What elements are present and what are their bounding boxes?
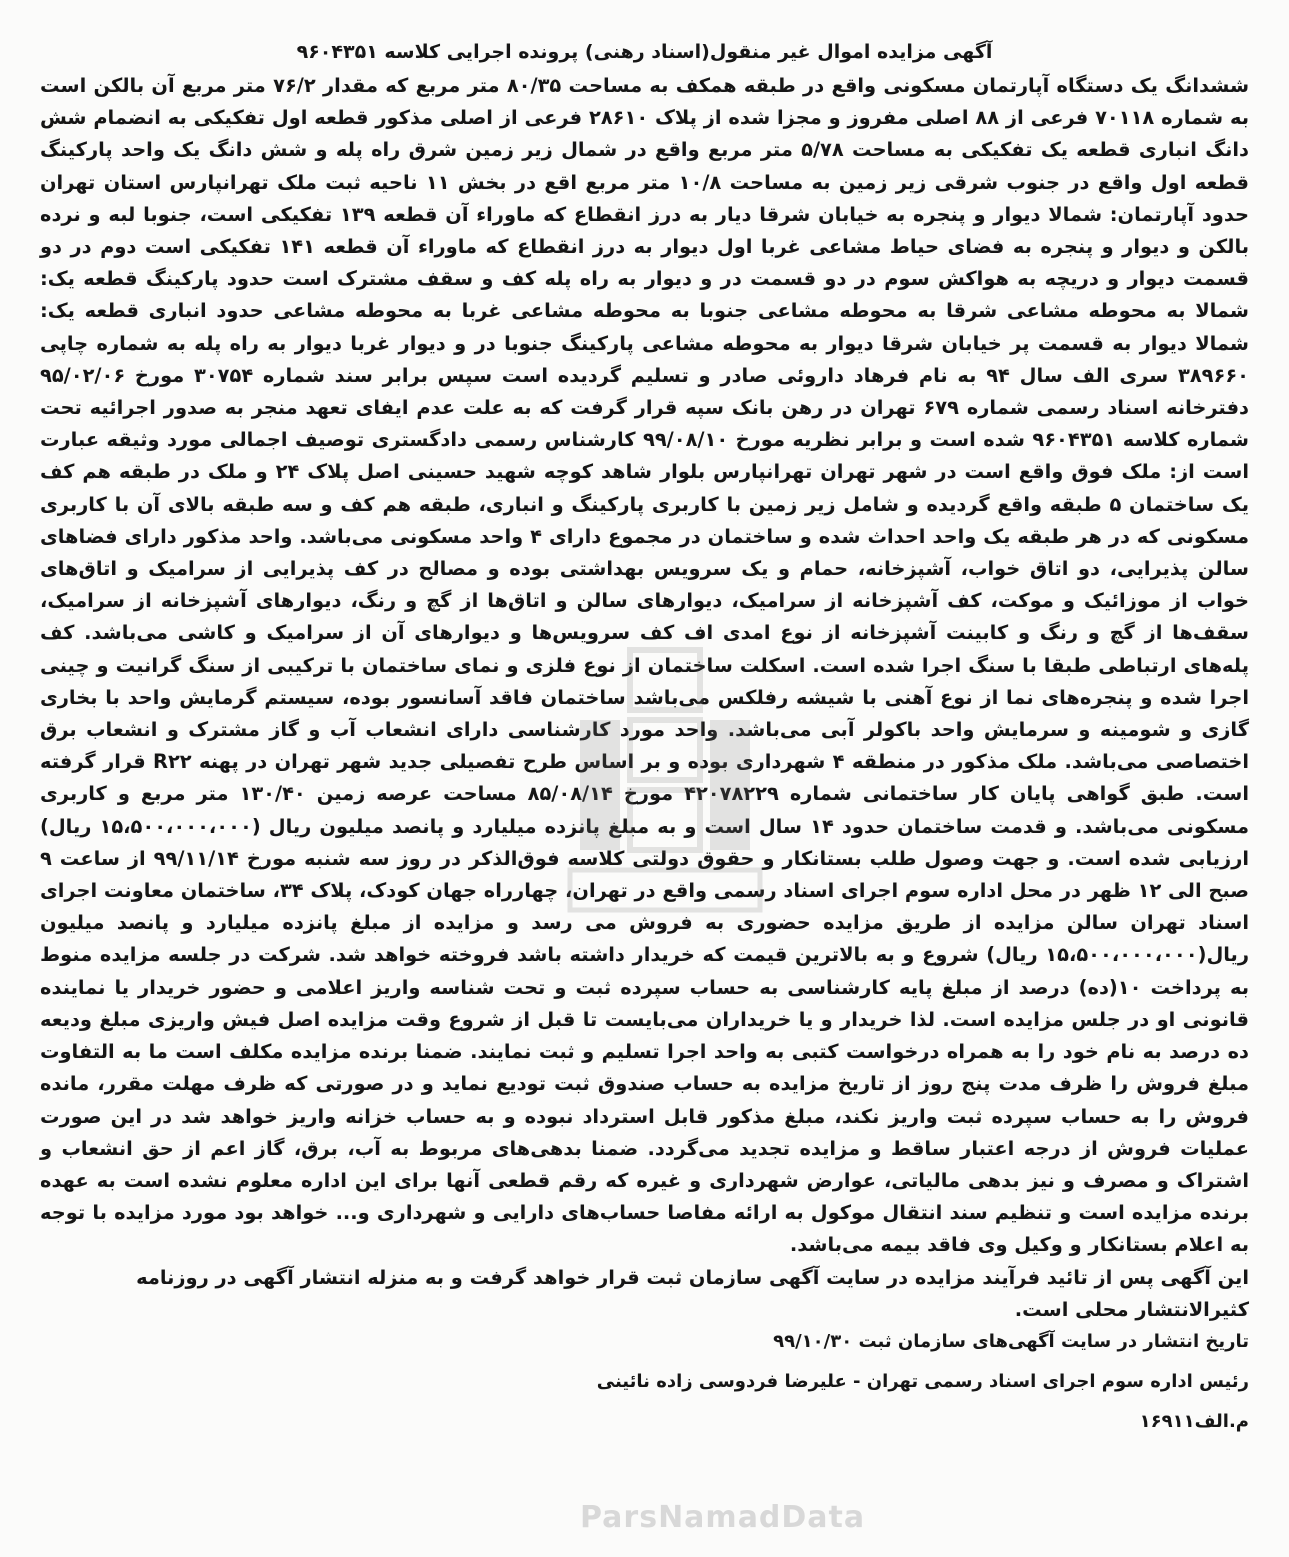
ad-code: م.الف۱۶۹۱۱	[1139, 1410, 1249, 1432]
notice-title: آگهی مزایده اموال غیر منقول(اسناد رهنی) پرونده اجرایی کلاسه ۹۶۰۴۳۵۱	[296, 41, 993, 63]
notice-closing: این آگهی پس از تائید فرآیند مزایده در سایت آگهی سازمان ثبت قرار خواهد گرفت و به منزله انتشار آگهی در روزنامه کثیرالانتشار محلی است.	[136, 1265, 1249, 1321]
signer: رئیس اداره سوم اجرای اسناد رسمی تهران - علیرضا فردوسی زاده نائینی	[596, 1370, 1249, 1392]
notice-body: ششدانگ یک دستگاه آپارتمان مسکونی واقع در طبقه همکف به مساحت ۸۰/۳۵ متر مربع که مقدار ۷۶/۲ متر مربع آن بالکن است به شماره ۷۰۱۱۸ فرعی از ۸۸ اصلی مفروز و مجزا شده از پلاک ۲۸۶۱۰ فرعی از اصلی مذکور قطعه اول تفکیکی به انضمام شش دانگ انباری قطعه یک تفکیکی به مساحت ۵/۷۸ متر مربع واقع در شمال زیر زمین شرق راه پله و شش دانگ یک واحد پارکینگ قطعه اول واقع در جنوب شرقی زیر زمین به مساحت ۱۰/۸ متر مربع اقع در بخش ۱۱ ناحیه ثبت ملک تهرانپارس استان تهران حدود آپارتمان: شمالا دیوار و پنجره به خیابان شرقا دیار به درز انقطاع که ماوراء آن قطعه ۱۳۹ تفکیکی است، جنوبا لبه و نرده بالکن و دیوار و پنجره به فضای حیاط مشاعی غربا اول دیوار به درز انقطاع که ماوراء آن قطعه ۱۴۱ تفکیکی است دوم در دو قسمت دیوار و دریچه به هواکش سوم در دو قسمت در و دیوار به راه پله کف و سقف مشترک است حدود پارکینگ قطعه یک: شمالا به محوطه مشاعی شرقا به محوطه مشاعی جنوبا به محوطه مشاعی غربا به محوطه مشاعی حدود انباری قطعه یک: شمالا دیوار به قسمت پر خیابان شرقا دیوار به محوطه مشاعی پارکینگ جنوبا در و دیوار غربا دیوار به راه پله به شماره چاپی ۳۸۹۶۶۰ سری الف سال ۹۴ به نام فرهاد داروئی صادر و تسلیم گردیده است سپس برابر سند شماره ۳۰۷۵۴ مورخ ۹۵/۰۲/۰۶ دفترخانه اسناد رسمی شماره ۶۷۹ تهران در رهن بانک سپه قرار گرفت که به علت عدم ایفای تعهد منجر به صدور اجرائیه تحت شماره کلاسه ۹۶۰۴۳۵۱ شده است و برابر نظریه مورخ ۹۹/۰۸/۱۰ کارشناس رسمی دادگستری توصیف اجمالی مورد وثیقه عبارت است از: ملک فوق واقع است در شهر تهران تهرانپارس بلوار شاهد کوچه شهید حسینی اصل پلاک ۲۴ و ملک در طبقه هم کف یک ساختمان ۵ طبقه واقع گردیده و شامل زیر زمین با کاربری پارکینگ و انباری، طبقه هم کف و سه طبقه بالای آن با کاربری مسکونی که در هر طبقه یک واحد احداث شده و ساختمان در مجموع دارای ۴ واحد مسکونی می‌باشد. واحد مذکور دارای فضاهای سالن پذیرایی، دو اتاق خواب، آشپزخانه، حمام و یک سرویس بهداشتی بوده و مصالح در کف پذیرایی از سرامیک و اتاق‌های خواب از موزائیک و موکت، کف آشپزخانه از سرامیک، دیوارهای سالن و اتاق‌ها از گچ و رنگ، دیوارهای آشپزخانه از سرامیک، سقف‌ها از گچ و رنگ و کابینت آشپزخانه از نوع امدی اف کف سرویس‌ها و دیوارهای آن از سرامیک و کاشی می‌باشد. کف پله‌های ارتباطی طبقا با سنگ اجرا شده است. اسکلت ساختمان از نوع فلزی و نمای ساختمان با ترکیبی از سنگ گرانیت و چینی اجرا شده و پنجره‌های نما از نوع آهنی با شیشه رفلکس می‌باشد ساختمان فاقد آسانسور بوده، سیستم گرمایش واحد با بخاری گازی و شومینه و سرمایش واحد باکولر آبی می‌باشد. واحد مورد کارشناسی دارای انشعاب آب و گاز مشترک و انشعاب برق اختصاصی می‌باشد. ملک مذکور در منطقه ۴ شهرداری بوده و بر اساس طرح تفصیلی جدید شهر تهران در پهنه R۲۲ قرار گرفته است. طبق گواهی پایان کار ساختمانی شماره ۴۲۰۷۸۲۲۹ مورخ ۸۵/۰۸/۱۴ مساحت عرصه زمین ۱۳۰/۴۰ متر مربع و کاربری مسکونی می‌باشد. و قدمت ساختمان حدود ۱۴ سال است و به مبلغ پانزده میلیارد و پانصد میلیون ریال (۱۵،۵۰۰،۰۰۰،۰۰۰ ریال) ارزیابی شده است. و جهت وصول طلب بستانکار و حقوق دولتی کلاسه فوق‌الذکر در روز سه شنبه مورخ ۹۹/۱۱/۱۴ از ساعت ۹ صبح الی ۱۲ ظهر در محل اداره سوم اجرای اسناد رسمی واقع در تهران، چهارراه جهان کودک، پلاک ۳۴، ساختمان معاونت اجرای اسناد تهران سالن مزایده از طریق مزایده حضوری به فروش می رسد و مزایده از مبلغ پانزده میلیارد و پانصد میلیون ریال(۱۵،۵۰۰،۰۰۰،۰۰۰ ریال) شروع و به بالاترین قیمت که خریدار داشته باشد فروخته خواهد شد. شرکت در جلسه مزایده منوط به پرداخت ۱۰(ده) درصد از مبلغ پایه کارشناسی به حساب سپرده ثبت و تحت شناسه واریز اعلامی و حضور خریدار یا نماینده قانونی او در جلس مزایده است. لذا خریدار و یا خریداران می‌بایست تا قبل از شروع وقت مزایده اصل فیش واریزی مبلغ ودیعه ده درصد به نام خود را به همراه درخواست کتبی به واحد اجرا تسلیم و ثبت نمایند. ضمنا برنده مزایده مکلف است ما به التفاوت مبلغ فروش را ظرف مدت پنج روز از تاریخ مزایده به حساب صندوق ثبت تودیع نماید و در صورتی که ظرف مهلت مقرر، مانده فروش را به حساب سپرده ثبت واریز نکند، مبلغ مذکور قابل استرداد نبوده و به حساب خزانه واریز خواهد شد در این صورت عملیات فروش از درجه اعتبار ساقط و مزایده تجدید می‌گردد. ضمنا بدهی‌های مربوط به آب، برق، گاز اعم از حق انشعاب و اشتراک و مصرف و نیز بدهی مالیاتی، عوارض شهرداری و غیره که رقم قطعی آنها برای این اداره معلوم نشده است به عهده برنده مزایده است و تنظیم سند انتقال موکول به ارائه مفاصا حساب‌های دارایی و شهرداری و... خواهد بود مورد مزایده با توجه به اعلام بستانکار و وکیل وی فاقد بیمه می‌باشد.	[40, 74, 1250, 1257]
watermark-site: ParsNamadData	[580, 1500, 866, 1535]
publish-date: تاریخ انتشار در سایت آگهی‌های سازمان ثبت ۹۹/۱۰/۳۰	[773, 1330, 1249, 1352]
